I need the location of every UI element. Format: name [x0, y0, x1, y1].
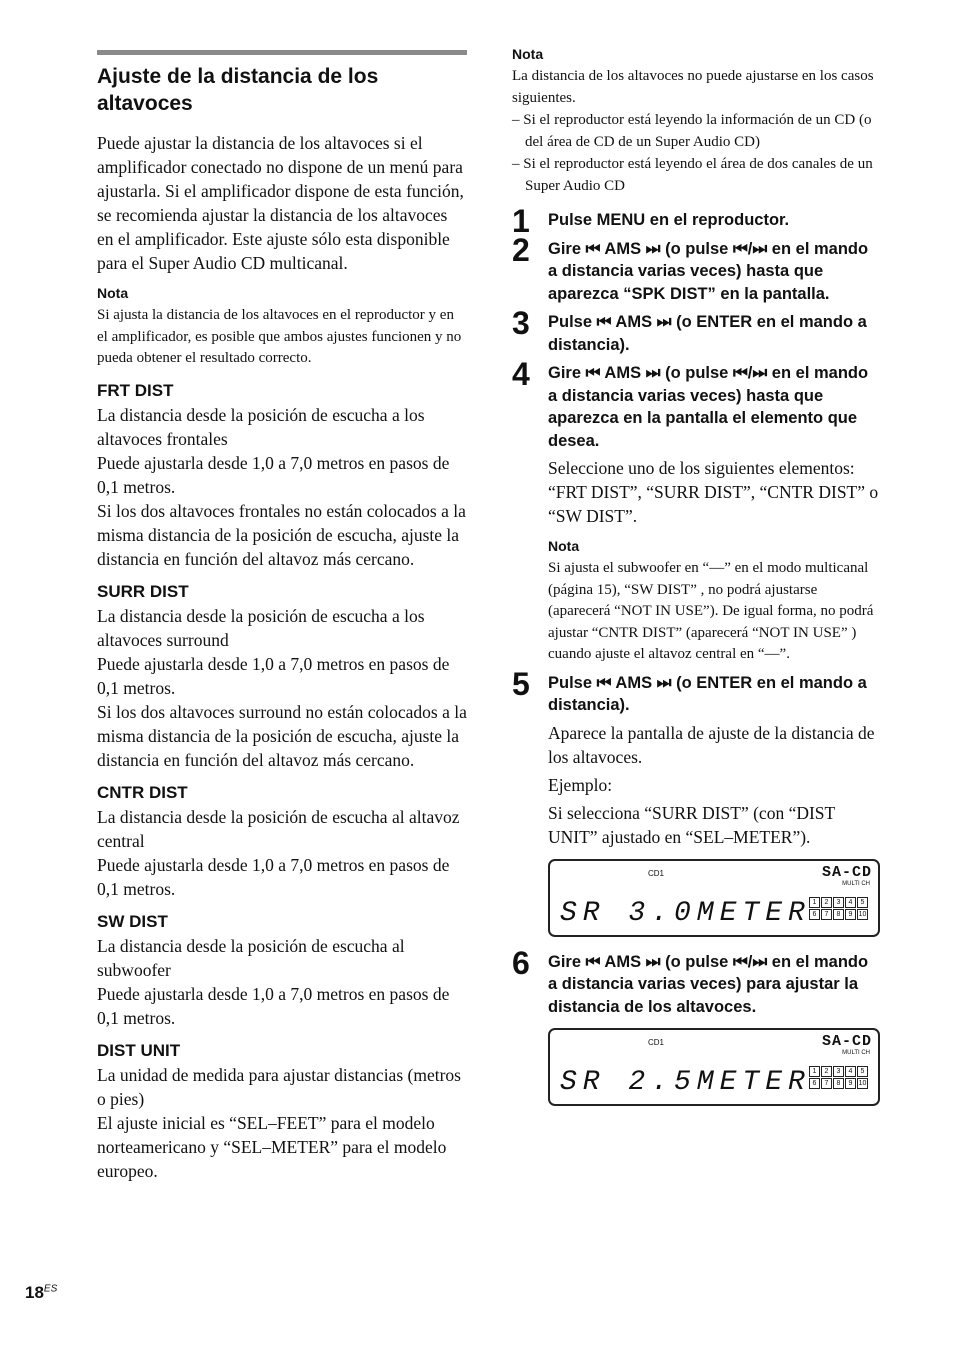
setting-paragraph: El ajuste inicial es “SEL–FEET” para el modelo norteamericano y “SEL–METER” para el modelo europeo.	[97, 1112, 447, 1181]
step-instruction: Gire ⏮ AMS ⏭ (o pulse ⏮/⏭ en el mando a distancia varias veces) hasta que aparezca en la pantalla el elemento que desea.	[548, 364, 869, 450]
display-cd-label: CD1	[648, 1038, 665, 1047]
step-number: 5	[512, 665, 530, 702]
setting-paragraph: La distancia desde la posición de escucha al subwoofer	[97, 935, 405, 980]
setting-heading: CNTR DIST	[97, 782, 188, 802]
setting-paragraph: Si los dos altavoces surround no están colocados a la misma distancia de la posición de escucha, ajuste la distancia en función del altavoz más cercano.	[97, 701, 467, 770]
setting-paragraph: Puede ajustarla desde 1,0 a 7,0 metros en pasos de 0,1 metros.	[97, 653, 450, 698]
track-cell: 4	[845, 1066, 856, 1077]
setting-heading: SURR DIST	[97, 581, 189, 601]
step-number: 6	[512, 944, 530, 981]
track-grid	[809, 897, 868, 920]
display-cd-label: CD1	[648, 868, 665, 878]
step-number: 1	[512, 203, 530, 239]
section-title: Ajuste de la distancia de los altavoces	[97, 65, 379, 115]
step-2	[512, 231, 880, 306]
setting-heading: SW DIST	[97, 911, 168, 931]
setting-paragraph: La distancia desde la posición de escucha al altavoz central	[97, 806, 460, 851]
step-number: 4	[512, 356, 530, 392]
setting-paragraph: La unidad de medida para ajustar distancias (metros o pies)	[97, 1064, 461, 1109]
step-instruction: Gire ⏮ AMS ⏭ (o pulse ⏮/⏭ en el mando a distancia varias veces) para ajustar la distancia de los altavoces.	[548, 952, 869, 1016]
setting-surr-dist	[97, 581, 467, 772]
setting-paragraph: Puede ajustarla desde 1,0 a 7,0 metros en pasos de 0,1 metros.	[97, 983, 450, 1028]
intro-paragraph: Puede ajustar la distancia de los altavoces si el amplificador conectado no dispone de un menú para ajustarla. Si el amplificador dispone de esta función, se recomienda ajustar la distancia de los altavoces en el amplificador. Este ajuste sólo esta disponible para el Super Audio CD multicanal.	[97, 133, 464, 273]
track-cell: 6	[809, 909, 820, 920]
step-body: Aparece la pantalla de ajuste de la distancia de los altavoces.	[548, 722, 875, 767]
step-4	[512, 356, 880, 666]
setting-paragraph: Puede ajustarla desde 1,0 a 7,0 metros en pasos de 0,1 metros.	[97, 452, 450, 497]
step-6	[512, 944, 880, 1107]
track-cell: 10	[858, 1080, 867, 1087]
track-cell: 2	[821, 897, 832, 908]
display-readout: SR 3.0METER	[560, 897, 811, 929]
step-instruction: Pulse ⏮ AMS ⏭ (o ENTER en el mando a distancia).	[548, 313, 867, 354]
note-text: Si ajusta la distancia de los altavoces en el reproductor y en el amplificador, es posible que ambos ajustes funcionen y no pueda obtener el resultado correcto.	[97, 307, 462, 366]
setting-paragraph: La distancia desde la posición de escucha a los altavoces frontales	[97, 404, 425, 449]
left-column	[97, 50, 467, 1183]
step-body: Ejemplo:	[548, 774, 613, 795]
note-heading: Nota	[548, 538, 580, 554]
section-rule	[97, 50, 467, 55]
note-bullet: – Si el reproductor está leyendo la información de un CD (o del área de CD de un Super Audio CD)	[512, 112, 872, 150]
track-cell: 8	[833, 1078, 844, 1089]
page-number	[25, 1283, 57, 1303]
step-1	[512, 203, 880, 239]
display-multi-ch: MULTI CH	[842, 880, 870, 887]
track-cell: 9	[845, 909, 856, 920]
sa-cd-logo: SA-CD	[821, 1033, 872, 1050]
track-cell: 2	[821, 1066, 832, 1077]
display-multi-ch: MULTI CH	[842, 1050, 870, 1056]
setting-frt-dist	[97, 380, 467, 571]
step-body: Seleccione uno de los siguientes elementos: “FRT DIST”, “SURR DIST”, “CNTR DIST” o “SW DIST”.	[548, 458, 879, 526]
setting-sw-dist	[97, 911, 467, 1030]
setting-paragraph: La distancia desde la posición de escucha a los altavoces surround	[97, 605, 425, 650]
track-cell: 5	[857, 897, 868, 908]
setting-paragraph: Si los dos altavoces frontales no están colocados a la misma distancia de la posición de escucha, ajuste la distancia en función del altavoz más cercano.	[97, 500, 466, 569]
track-cell: 5	[857, 1066, 868, 1077]
track-cell: 3	[833, 1066, 844, 1077]
step-instruction: Pulse ⏮ AMS ⏭ (o ENTER en el mando a distancia).	[548, 673, 867, 714]
step-body: Si selecciona “SURR DIST” (con “DIST UNIT” ajustado en “SEL–METER”).	[548, 802, 835, 847]
track-cell: 10	[858, 910, 867, 918]
track-cell: 6	[809, 1078, 820, 1089]
note-bullet: – Si el reproductor está leyendo el área de dos canales de un Super Audio CD	[512, 156, 873, 194]
track-cell: 7	[821, 1078, 832, 1089]
display-example-2	[548, 1028, 880, 1106]
setting-paragraph: Puede ajustarla desde 1,0 a 7,0 metros en pasos de 0,1 metros.	[97, 854, 450, 899]
step-number: 3	[512, 305, 530, 341]
note-text: La distancia de los altavoces no puede ajustarse en los casos siguientes.	[512, 68, 874, 106]
track-cell: 4	[845, 897, 856, 908]
track-cell: 8	[833, 909, 844, 920]
step-5	[512, 665, 880, 937]
display-readout: SR 2.5METER	[560, 1067, 811, 1098]
right-column	[512, 46, 880, 1112]
page-number-suffix: ES	[43, 1283, 58, 1295]
track-grid	[809, 1066, 868, 1089]
step-instruction: Gire ⏮ AMS ⏭ (o pulse ⏮/⏭ en el mando a distancia varias veces) hasta que aparezca “SPK DIST” en la pantalla.	[548, 239, 869, 303]
note-text: Si ajusta el subwoofer en “—” en el modo multicanal (página 15), “SW DIST” , no podrá ajustarse (aparecerá “NOT IN USE”). De igual forma, no podrá ajustar “CNTR DIST” (aparecerá “NOT IN USE” ) cuando ajuste el altavoz central en “—”.	[548, 560, 874, 662]
setting-heading: DIST UNIT	[97, 1040, 181, 1060]
display-example-1	[548, 859, 880, 937]
note-heading: Nota	[512, 46, 544, 62]
page-number-value: 18	[25, 1283, 44, 1302]
step-number: 2	[512, 231, 530, 268]
setting-cntr-dist	[97, 782, 467, 901]
sa-cd-logo: SA-CD	[821, 863, 872, 881]
step-3	[512, 305, 880, 356]
setting-heading: FRT DIST	[97, 380, 174, 400]
setting-dist-unit	[97, 1040, 467, 1183]
note-heading: Nota	[97, 285, 129, 301]
track-cell: 3	[833, 897, 844, 908]
track-cell: 7	[821, 909, 832, 920]
step-instruction: Pulse MENU en el reproductor.	[548, 211, 790, 229]
track-cell: 9	[845, 1078, 856, 1089]
track-cell: 1	[809, 897, 820, 908]
track-cell: 1	[809, 1066, 820, 1077]
